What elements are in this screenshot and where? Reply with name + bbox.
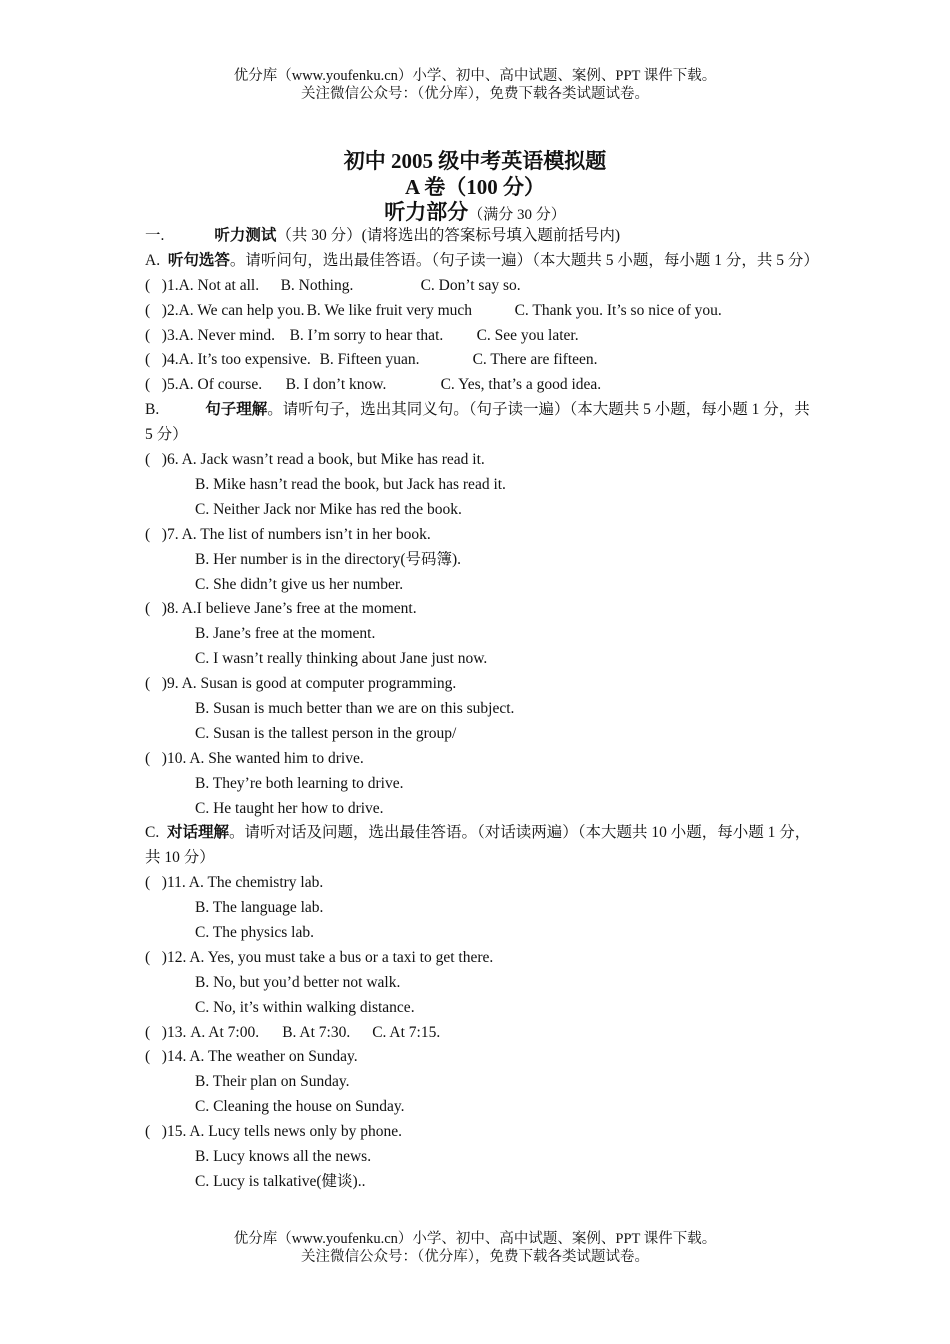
part-1-number: 一. <box>145 227 165 244</box>
question-7-prefix: ( )7. <box>145 525 179 543</box>
question-15-option-c: C. Lucy is talkative(健谈).. <box>195 1172 366 1190</box>
question-7 <box>145 523 820 548</box>
question-3 <box>145 324 820 349</box>
question-7-option-a: A. The list of numbers isn’t in her book. <box>181 525 431 543</box>
question-12-option-a: A. Yes, you must take a bus or a taxi to get there. <box>189 948 494 966</box>
question-3-option-a: A. Never mind. <box>178 326 275 344</box>
question-5-option-a: A. Of course. <box>178 376 263 394</box>
question-14 <box>145 1045 820 1070</box>
part-1-heading <box>145 224 820 249</box>
question-11 <box>145 871 820 896</box>
question-11-option-a: A. The chemistry lab. <box>188 874 324 892</box>
question-10-option-c: C. He taught her how to drive. <box>195 799 384 817</box>
question-9-option-b: B. Susan is much better than we are on this subject. <box>195 699 515 717</box>
question-13-option-a: A. At 7:00. <box>190 1023 260 1041</box>
question-5-option-c: C. Yes, that’s a good idea. <box>440 376 602 394</box>
question-1-prefix: ( )1. <box>145 276 179 294</box>
page-footer <box>0 1230 950 1266</box>
question-2-option-a: A. We can help you. <box>178 301 305 319</box>
question-6-option-a: A. Jack wasn’t read a book, but Mike has read it. <box>181 451 485 469</box>
section-b-label: B. <box>145 401 160 419</box>
question-8-option-a: A.I believe Jane’s free at the moment. <box>181 600 417 618</box>
question-7-option-b: B. Her number is in the directory(号码簿). <box>195 550 462 568</box>
question-15-prefix: ( )15. <box>145 1123 187 1141</box>
section-a-label: A. <box>145 251 161 269</box>
question-8-option-c: C. I wasn’t really thinking about Jane just now. <box>195 650 488 668</box>
exam-title: 初中 2005 级中考英语模拟题 <box>343 149 607 173</box>
question-13-prefix: ( )13. <box>145 1023 187 1041</box>
question-8-option-b: B. Jane’s free at the moment. <box>195 625 376 643</box>
paper-title: A 卷（100 分） <box>404 175 545 199</box>
section-title-score: （满分 30 分） <box>468 207 566 223</box>
question-5-prefix: ( )5. <box>145 376 179 394</box>
question-14-option-c: C. Cleaning the house on Sunday. <box>195 1098 405 1116</box>
part-1-desc: （共 30 分）(请将选出的答案标号填入题前括号内) <box>276 227 620 244</box>
question-13-option-c: C. At 7:15. <box>372 1023 441 1041</box>
section-a-name: 听句选答 <box>167 251 230 269</box>
question-10-option-b: B. They’re both learning to drive. <box>195 774 404 792</box>
question-14-prefix: ( )14. <box>145 1048 187 1066</box>
question-3-prefix: ( )3. <box>145 326 179 344</box>
question-6 <box>145 448 820 473</box>
question-12 <box>145 946 820 971</box>
question-2-option-c: C. Thank you. It’s so nice of you. <box>514 301 722 319</box>
question-6-prefix: ( )6. <box>145 451 179 469</box>
question-8 <box>145 597 820 622</box>
question-1 <box>145 274 820 299</box>
part-1-name: 听力测试 <box>214 227 277 244</box>
question-9 <box>145 672 820 697</box>
question-10-option-a: A. She wanted him to drive. <box>189 749 364 767</box>
question-14-option-a: A. The weather on Sunday. <box>189 1048 358 1066</box>
question-10-prefix: ( )10. <box>145 749 187 767</box>
exam-content <box>145 224 820 1195</box>
section-c-name: 对话理解 <box>166 824 229 842</box>
question-9-option-a: A. Susan is good at computer programming. <box>181 675 457 693</box>
header-line-2: 关注微信公众号：（优分库），免费下载各类试题试卷。 <box>301 86 649 102</box>
section-c-label: C. <box>145 824 160 842</box>
question-7-option-c: C. She didn’t give us her number. <box>195 575 404 593</box>
section-title-name: 听力部分 <box>384 200 469 224</box>
question-2-option-b: B. We like fruit very much <box>306 301 473 319</box>
question-4-prefix: ( )4. <box>145 351 179 369</box>
footer-line-2: 关注微信公众号：（优分库），免费下载各类试题试卷。 <box>301 1249 649 1265</box>
question-14-option-b: B. Their plan on Sunday. <box>195 1073 350 1091</box>
question-11-option-b: B. The language lab. <box>195 899 324 917</box>
question-11-option-c: C. The physics lab. <box>195 924 314 942</box>
question-2 <box>145 299 820 324</box>
question-1-option-c: C. Don’t say so. <box>420 276 521 294</box>
section-a-heading <box>145 249 820 274</box>
section-b-name: 句子理解 <box>205 401 268 419</box>
question-3-option-b: B. I’m sorry to hear that. <box>289 326 444 344</box>
question-1-option-a: A. Not at all. <box>178 276 260 294</box>
question-11-prefix: ( )11. <box>145 874 186 892</box>
question-4 <box>145 348 820 373</box>
section-c-desc: 。请听对话及问题，选出最佳答语。（对话读两遍）（本大题共 10 小题，每小题 1 分，共 10 分） <box>145 824 811 867</box>
question-1-option-b: B. Nothing. <box>280 276 354 294</box>
question-6-option-b: B. Mike hasn’t read the book, but Jack has read it. <box>195 475 506 493</box>
question-12-option-c: C. No, it’s within walking distance. <box>195 998 415 1016</box>
footer-line-1: 优分库（www.youfenku.cn）小学、初中、高中试题、案例、PPT 课件下载。 <box>233 1231 717 1247</box>
section-b-heading <box>145 398 820 448</box>
question-9-prefix: ( )9. <box>145 675 179 693</box>
question-13 <box>145 1021 820 1046</box>
question-3-option-c: C. See you later. <box>476 326 579 344</box>
question-9-option-c: C. Susan is the tallest person in the group/ <box>195 724 457 742</box>
question-12-prefix: ( )12. <box>145 948 187 966</box>
header-line-1: 优分库（www.youfenku.cn）小学、初中、高中试题、案例、PPT 课件下载。 <box>233 68 717 84</box>
question-12-option-b: B. No, but you’d better not walk. <box>195 973 401 991</box>
question-8-prefix: ( )8. <box>145 600 179 618</box>
section-a-desc: 。请听问句，选出最佳答语。（句子读一遍）（本大题共 5 小题，每小题 1 分，共 5 分） <box>229 251 819 269</box>
question-13-option-b: B. At 7:30. <box>282 1023 351 1041</box>
section-c-heading <box>145 821 820 871</box>
question-15-option-a: A. Lucy tells news only by phone. <box>189 1123 403 1141</box>
section-b-desc: 。请听句子，选出其同义句。（句子读一遍）（本大题共 5 小题，每小题 1 分，共 5 分） <box>145 401 810 444</box>
question-5-option-b: B. I don’t know. <box>285 376 387 394</box>
question-15-option-b: B. Lucy knows all the news. <box>195 1148 372 1166</box>
question-4-option-c: C. There are fifteen. <box>472 351 598 369</box>
question-10 <box>145 747 820 772</box>
question-6-option-c: C. Neither Jack nor Mike has red the book. <box>195 500 462 518</box>
question-4-option-b: B. Fifteen yuan. <box>319 351 420 369</box>
question-2-prefix: ( )2. <box>145 301 179 319</box>
question-15 <box>145 1120 820 1145</box>
question-4-option-a: A. It’s too expensive. <box>178 351 311 369</box>
question-5 <box>145 373 820 398</box>
page-header <box>0 67 950 103</box>
